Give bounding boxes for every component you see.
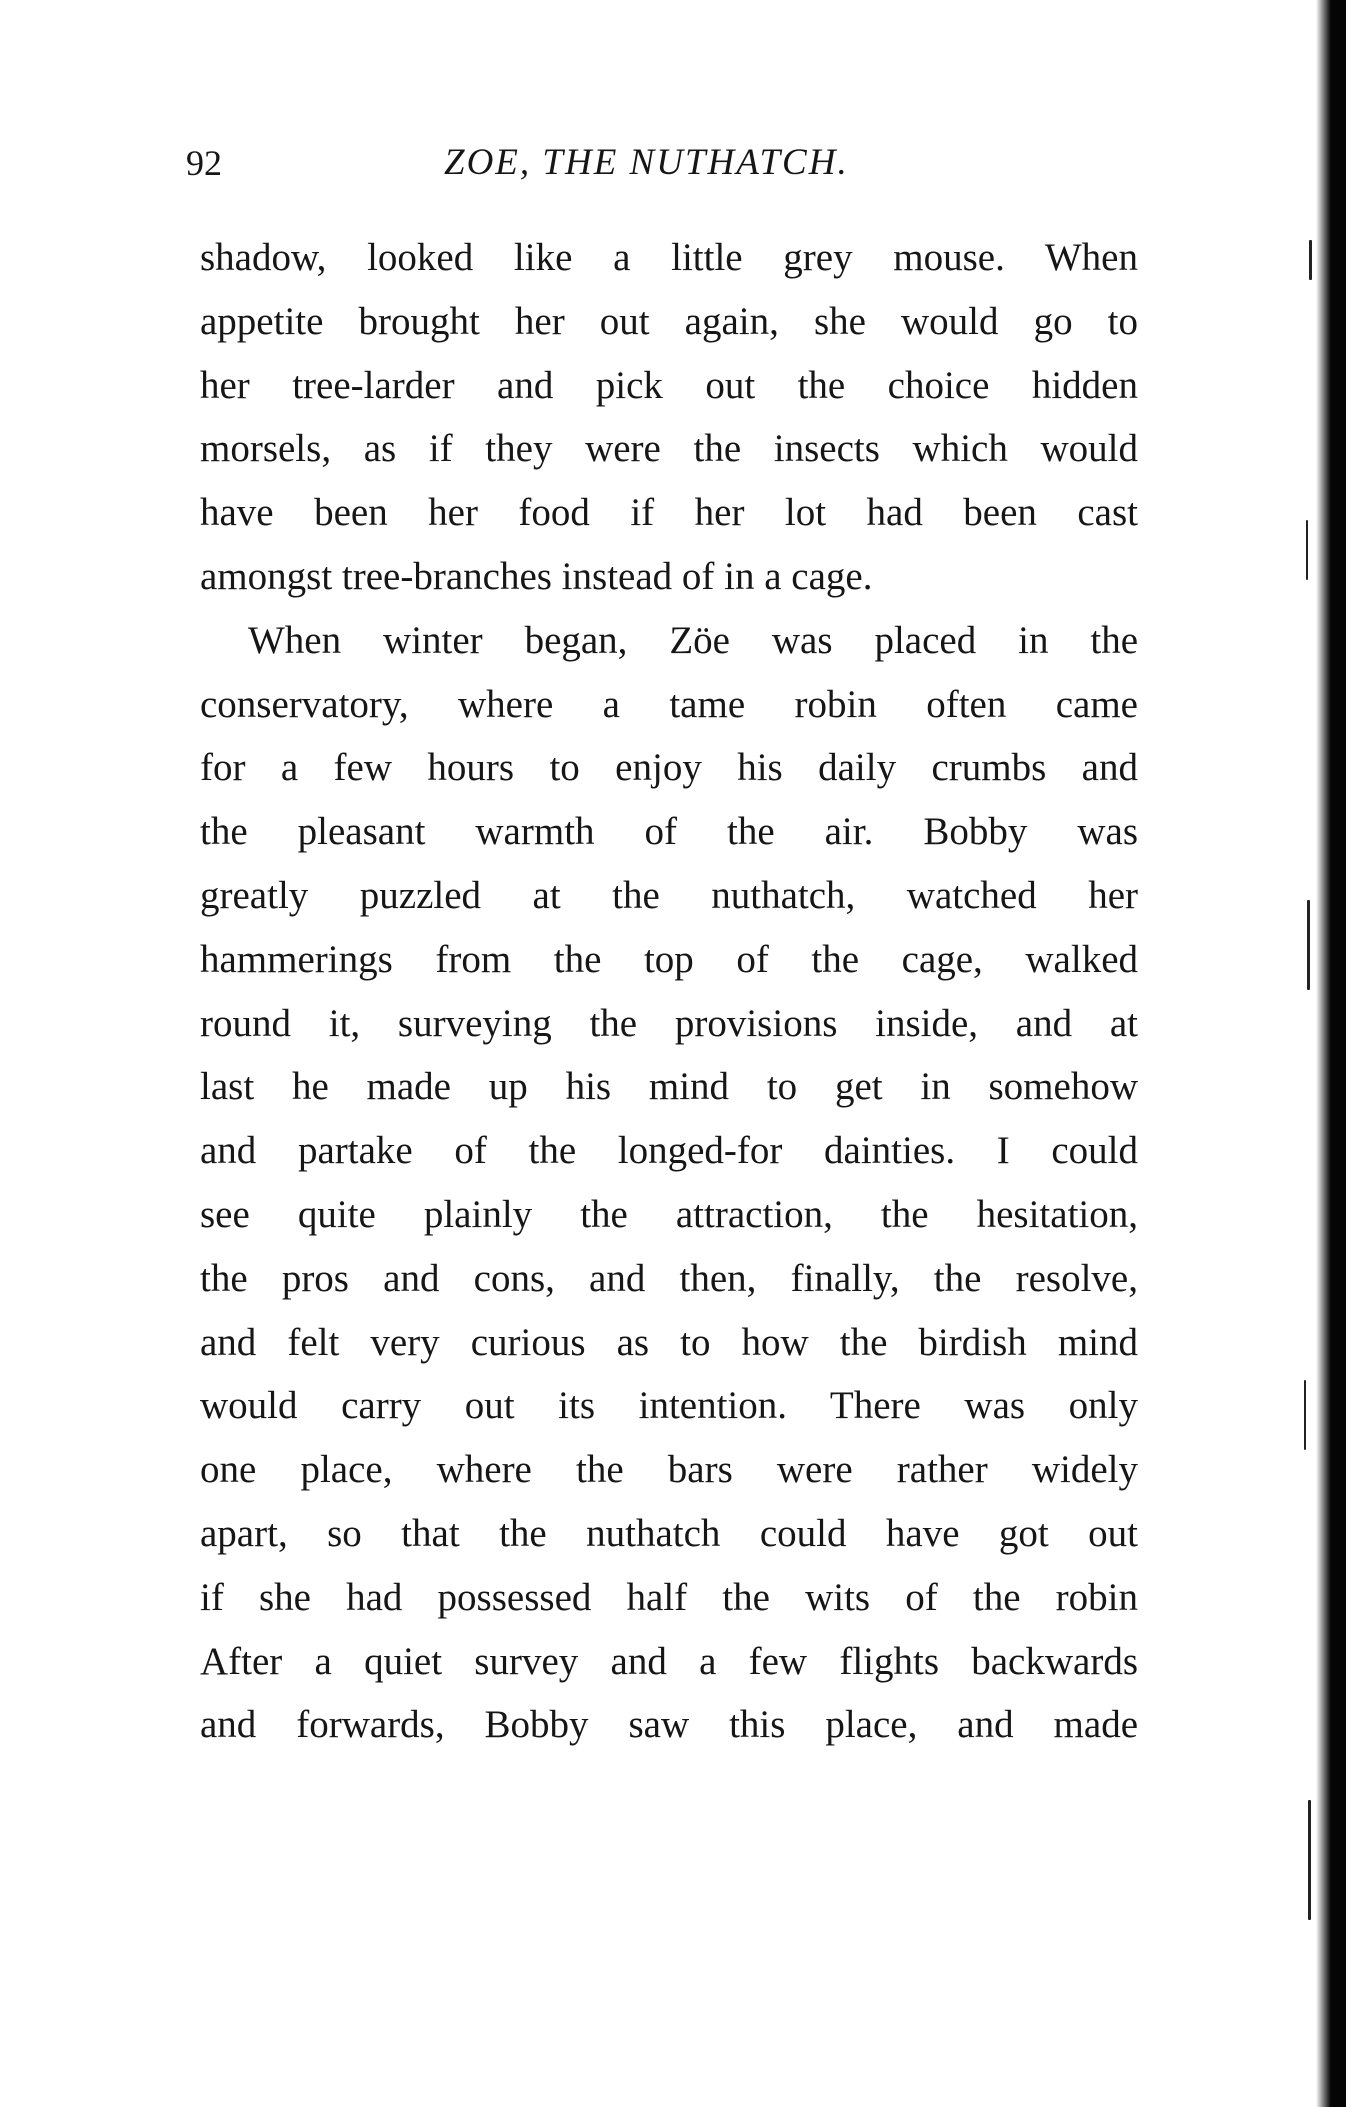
text-line: for a few hours to enjoy his daily crumbs and bbox=[200, 746, 1138, 790]
text-line: the pleasant warmth of the air. Bobby was bbox=[200, 810, 1138, 854]
text-line: would carry out its intention. There was only bbox=[200, 1384, 1138, 1428]
scan-speck bbox=[1309, 240, 1312, 280]
text-line: the pros and cons, and then, finally, the resolve, bbox=[200, 1256, 1138, 1300]
text-line: morsels, as if they were the insects which would bbox=[200, 427, 1138, 471]
text-line: apart, so that the nuthatch could have got out bbox=[200, 1511, 1138, 1555]
book-binding-edge bbox=[1270, 0, 1356, 2107]
scan-speck bbox=[1306, 520, 1308, 580]
scan-speck bbox=[1304, 1380, 1306, 1450]
text-line: After a quiet survey and a few flights backwards bbox=[200, 1639, 1138, 1683]
text-line: see quite plainly the attraction, the hesitation, bbox=[200, 1192, 1138, 1236]
body-text bbox=[200, 226, 1138, 1757]
text-line: and felt very curious as to how the birdish mind bbox=[200, 1320, 1138, 1364]
text-line: and partake of the longed-for dainties. I could bbox=[200, 1129, 1138, 1173]
text-line: greatly puzzled at the nuthatch, watched her bbox=[200, 873, 1138, 917]
text-line: round it, surveying the provisions inside, and at bbox=[200, 1001, 1138, 1045]
scan-speck bbox=[1307, 900, 1310, 990]
page-number: 92 bbox=[186, 143, 222, 183]
text-line: have been her food if her lot had been cast bbox=[200, 491, 1138, 535]
text-line: last he made up his mind to get in somehow bbox=[200, 1065, 1138, 1109]
text-line: hammerings from the top of the cage, walked bbox=[200, 937, 1138, 981]
scan-speck bbox=[1308, 1800, 1311, 1920]
text-line: and forwards, Bobby saw this place, and made bbox=[200, 1703, 1138, 1747]
text-line: conservatory, where a tame robin often came bbox=[200, 682, 1138, 726]
gutter-edge bbox=[1332, 0, 1346, 2107]
running-title: ZOE, THE NUTHATCH. bbox=[444, 142, 849, 183]
text-line: her tree-larder and pick out the choice hidden bbox=[200, 363, 1138, 407]
text-line: one place, where the bars were rather widely bbox=[200, 1448, 1138, 1492]
page-header bbox=[186, 138, 1186, 188]
text-line: amongst tree-branches instead of in a cage. bbox=[200, 554, 873, 598]
text-line: if she had possessed half the wits of the robin bbox=[200, 1575, 1138, 1619]
text-line: appetite brought her out again, she would go to bbox=[200, 299, 1138, 343]
text-line: shadow, looked like a little grey mouse. When bbox=[200, 236, 1138, 279]
paragraph-start-line: When winter began, Zöe was placed in the bbox=[248, 618, 1138, 662]
